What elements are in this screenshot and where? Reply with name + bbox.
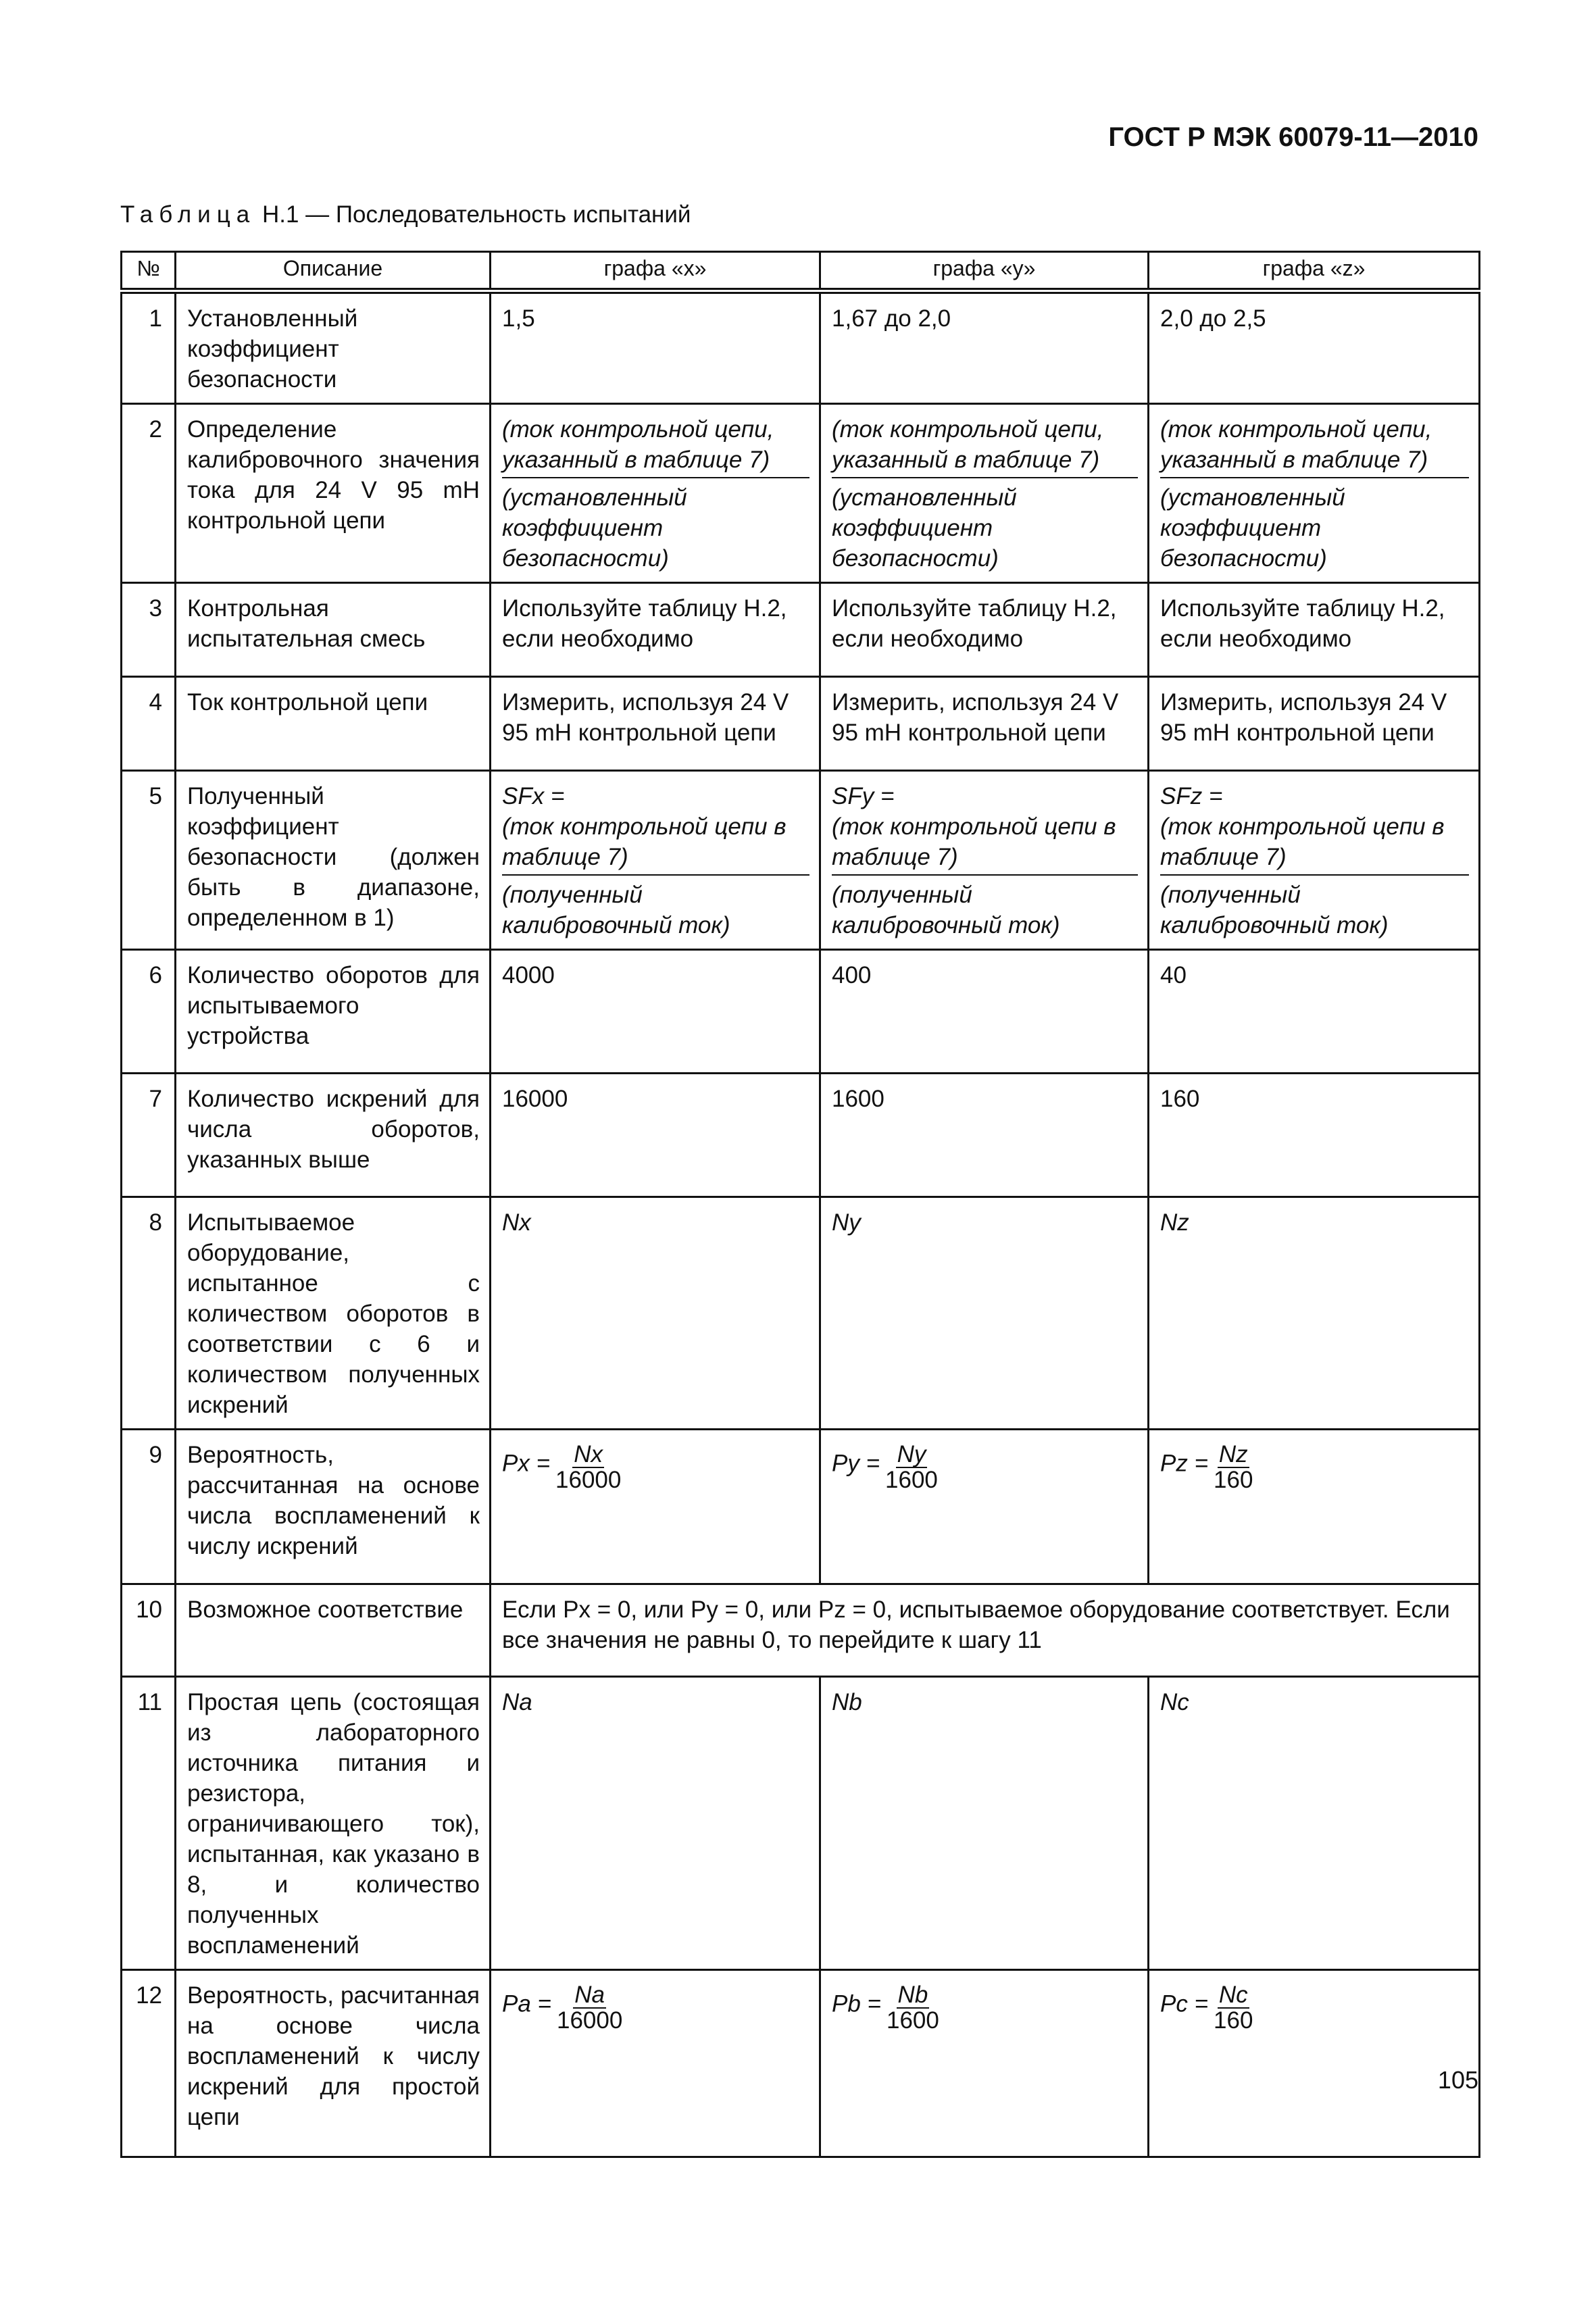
formula-lhs: Py = bbox=[832, 1450, 880, 1477]
row-number: 6 bbox=[122, 950, 176, 1074]
col-header-z: графа «z» bbox=[1149, 252, 1480, 291]
formula-lhs: Pa = bbox=[502, 1990, 551, 2017]
table-row bbox=[122, 677, 1480, 771]
table-row bbox=[122, 1584, 1480, 1677]
fraction-denominator: 16000 bbox=[555, 1467, 622, 1493]
cell-y: 1,67 до 2,0 bbox=[820, 291, 1149, 404]
row-description: Вероятность, рассчитанная на основе числа воспламенений к числу искрений bbox=[176, 1430, 491, 1584]
cell-z: 2,0 до 2,5 bbox=[1149, 291, 1480, 404]
fraction-denominator: 1600 bbox=[886, 2007, 939, 2034]
fraction-numerator: Nx bbox=[574, 1441, 603, 1467]
fraction-numerator: Ny bbox=[897, 1441, 926, 1467]
fraction-numerator: (ток контрольной цепи в таблице 7) bbox=[502, 811, 809, 876]
cell-y: Используйте таблицу Н.2, если необходимо bbox=[820, 583, 1149, 677]
fraction-denominator: 160 bbox=[1214, 2007, 1253, 2034]
cell-x: Nx bbox=[491, 1197, 820, 1430]
formula-label: SFx = bbox=[502, 783, 565, 809]
cell-x bbox=[491, 404, 820, 583]
row-number: 12 bbox=[122, 1970, 176, 2157]
row-number: 11 bbox=[122, 1677, 176, 1970]
col-header-number: № bbox=[122, 252, 176, 291]
fraction-denominator: (установленный коэффициент безопасности) bbox=[1160, 484, 1345, 572]
fraction-numerator: Nb bbox=[897, 1982, 928, 2008]
row-number: 10 bbox=[122, 1584, 176, 1677]
cell-x: 4000 bbox=[491, 950, 820, 1074]
formula-fraction bbox=[885, 1442, 938, 1492]
table-header-row bbox=[122, 252, 1480, 291]
row-description: Определение калибровочного значения тока для 24 V 95 mH контрольной цепи bbox=[176, 404, 491, 583]
fraction-denominator: (установленный коэффициент безопасности) bbox=[502, 484, 687, 572]
cell-z: Измерить, используя 24 V 95 mH контрольной цепи bbox=[1149, 677, 1480, 771]
table-row bbox=[122, 771, 1480, 950]
fraction-numerator: (ток контрольной цепи, указанный в таблице 7) bbox=[832, 414, 1138, 478]
fraction-denominator: (полученный калибровочный ток) bbox=[832, 882, 1060, 938]
col-header-y: графа «y» bbox=[820, 252, 1149, 291]
formula-lhs: Pz = bbox=[1160, 1450, 1209, 1477]
row-description: Испытываемое оборудование, испытанное с количеством оборотов в соответствии с 6 и количеством полученных искрений bbox=[176, 1197, 491, 1430]
row-description: Вероятность, расчитанная на основе числа воспламенений к числу искрений для простой цепи bbox=[176, 1970, 491, 2157]
cell-z: Nz bbox=[1149, 1197, 1480, 1430]
row-number: 2 bbox=[122, 404, 176, 583]
cell-y: 1600 bbox=[820, 1074, 1149, 1197]
cell-y bbox=[820, 1430, 1149, 1584]
table-row bbox=[122, 1197, 1480, 1430]
fraction-numerator: Nz bbox=[1218, 1441, 1248, 1467]
cell-z: 160 bbox=[1149, 1074, 1480, 1197]
cell-y: 400 bbox=[820, 950, 1149, 1074]
page-number: 105 bbox=[1437, 2066, 1478, 2094]
cell-y: Nb bbox=[820, 1677, 1149, 1970]
fraction-denominator: (полученный калибровочный ток) bbox=[1160, 882, 1389, 938]
fraction-numerator: Na bbox=[574, 1982, 605, 2008]
cell-z: Nc bbox=[1149, 1677, 1480, 1970]
caption-title: Н.1 — Последовательность испытаний bbox=[261, 201, 691, 228]
cell-x: Na bbox=[491, 1677, 820, 1970]
formula-fraction bbox=[1214, 1983, 1253, 2033]
cell-z: Используйте таблицу Н.2, если необходимо bbox=[1149, 583, 1480, 677]
document-header: ГОСТ Р МЭК 60079-11—2010 bbox=[1108, 122, 1478, 152]
formula-fraction bbox=[557, 1983, 622, 2033]
formula-lhs: Pc = bbox=[1160, 1990, 1209, 2017]
table-caption bbox=[120, 201, 691, 228]
cell-z bbox=[1149, 1430, 1480, 1584]
fraction-numerator: (ток контрольной цепи, указанный в таблице 7) bbox=[502, 414, 809, 478]
row-description: Количество оборотов для испытываемого устройства bbox=[176, 950, 491, 1074]
fraction-numerator: (ток контрольной цепи в таблице 7) bbox=[832, 811, 1138, 876]
fraction-denominator: 160 bbox=[1214, 1467, 1253, 1493]
cell-z bbox=[1149, 771, 1480, 950]
cell-x bbox=[491, 1970, 820, 2157]
table-row bbox=[122, 1677, 1480, 1970]
fraction-numerator: (ток контрольной цепи в таблице 7) bbox=[1160, 811, 1469, 876]
merged-cell: Если Px = 0, или Py = 0, или Pz = 0, испытываемое оборудование соответствует. Если все значения не равны 0, то перейдите к шагу 11 bbox=[491, 1584, 1480, 1677]
formula-fraction bbox=[887, 1983, 939, 2033]
cell-x: Измерить, используя 24 V 95 mH контрольной цепи bbox=[491, 677, 820, 771]
cell-y: Ny bbox=[820, 1197, 1149, 1430]
cell-y: Измерить, используя 24 V 95 mH контрольной цепи bbox=[820, 677, 1149, 771]
row-description: Возможное соответствие bbox=[176, 1584, 491, 1677]
formula-fraction bbox=[1214, 1442, 1253, 1492]
table-row bbox=[122, 291, 1480, 404]
fraction-denominator: 1600 bbox=[885, 1467, 938, 1493]
cell-x: 16000 bbox=[491, 1074, 820, 1197]
cell-y bbox=[820, 404, 1149, 583]
row-description: Установленный коэффициент безопасности bbox=[176, 291, 491, 404]
cell-x bbox=[491, 1430, 820, 1584]
cell-z: 40 bbox=[1149, 950, 1480, 1074]
row-description: Контрольная испытательная смесь bbox=[176, 583, 491, 677]
row-number: 8 bbox=[122, 1197, 176, 1430]
cell-x: Используйте таблицу Н.2, если необходимо bbox=[491, 583, 820, 677]
fraction-numerator: (ток контрольной цепи, указанный в таблице 7) bbox=[1160, 414, 1469, 478]
row-number: 3 bbox=[122, 583, 176, 677]
row-number: 7 bbox=[122, 1074, 176, 1197]
row-number: 5 bbox=[122, 771, 176, 950]
row-description: Полученный коэффициент безопасности (должен быть в диапазоне, определенном в 1) bbox=[176, 771, 491, 950]
cell-z bbox=[1149, 1970, 1480, 2157]
table-row bbox=[122, 1074, 1480, 1197]
caption-word: Таблица bbox=[120, 201, 256, 228]
fraction-denominator: (полученный калибровочный ток) bbox=[502, 882, 730, 938]
test-sequence-table bbox=[120, 251, 1480, 2158]
table-row bbox=[122, 583, 1480, 677]
fraction-denominator: (установленный коэффициент безопасности) bbox=[832, 484, 1017, 572]
formula-label: SFy = bbox=[832, 783, 895, 809]
fraction-numerator: Nc bbox=[1218, 1982, 1248, 2008]
formula-lhs: Px = bbox=[502, 1450, 551, 1477]
table-row bbox=[122, 404, 1480, 583]
row-number: 4 bbox=[122, 677, 176, 771]
row-number: 1 bbox=[122, 291, 176, 404]
formula-lhs: Pb = bbox=[832, 1990, 881, 2017]
cell-y bbox=[820, 771, 1149, 950]
row-description: Количество искрений для числа оборотов, указанных выше bbox=[176, 1074, 491, 1197]
cell-y bbox=[820, 1970, 1149, 2157]
row-description: Простая цепь (состоящая из лабораторного источника питания и резистора, ограничивающего ток), испытанная, как указано в 8, и количество полученных воспламенений bbox=[176, 1677, 491, 1970]
formula-fraction bbox=[555, 1442, 621, 1492]
col-header-description: Описание bbox=[176, 252, 491, 291]
cell-x: 1,5 bbox=[491, 291, 820, 404]
table-row bbox=[122, 950, 1480, 1074]
table-row bbox=[122, 1430, 1480, 1584]
formula-label: SFz = bbox=[1160, 783, 1223, 809]
cell-x bbox=[491, 771, 820, 950]
cell-z bbox=[1149, 404, 1480, 583]
table-row bbox=[122, 1970, 1480, 2157]
row-description: Ток контрольной цепи bbox=[176, 677, 491, 771]
fraction-denominator: 16000 bbox=[556, 2007, 623, 2034]
col-header-x: графа «x» bbox=[491, 252, 820, 291]
row-number: 9 bbox=[122, 1430, 176, 1584]
